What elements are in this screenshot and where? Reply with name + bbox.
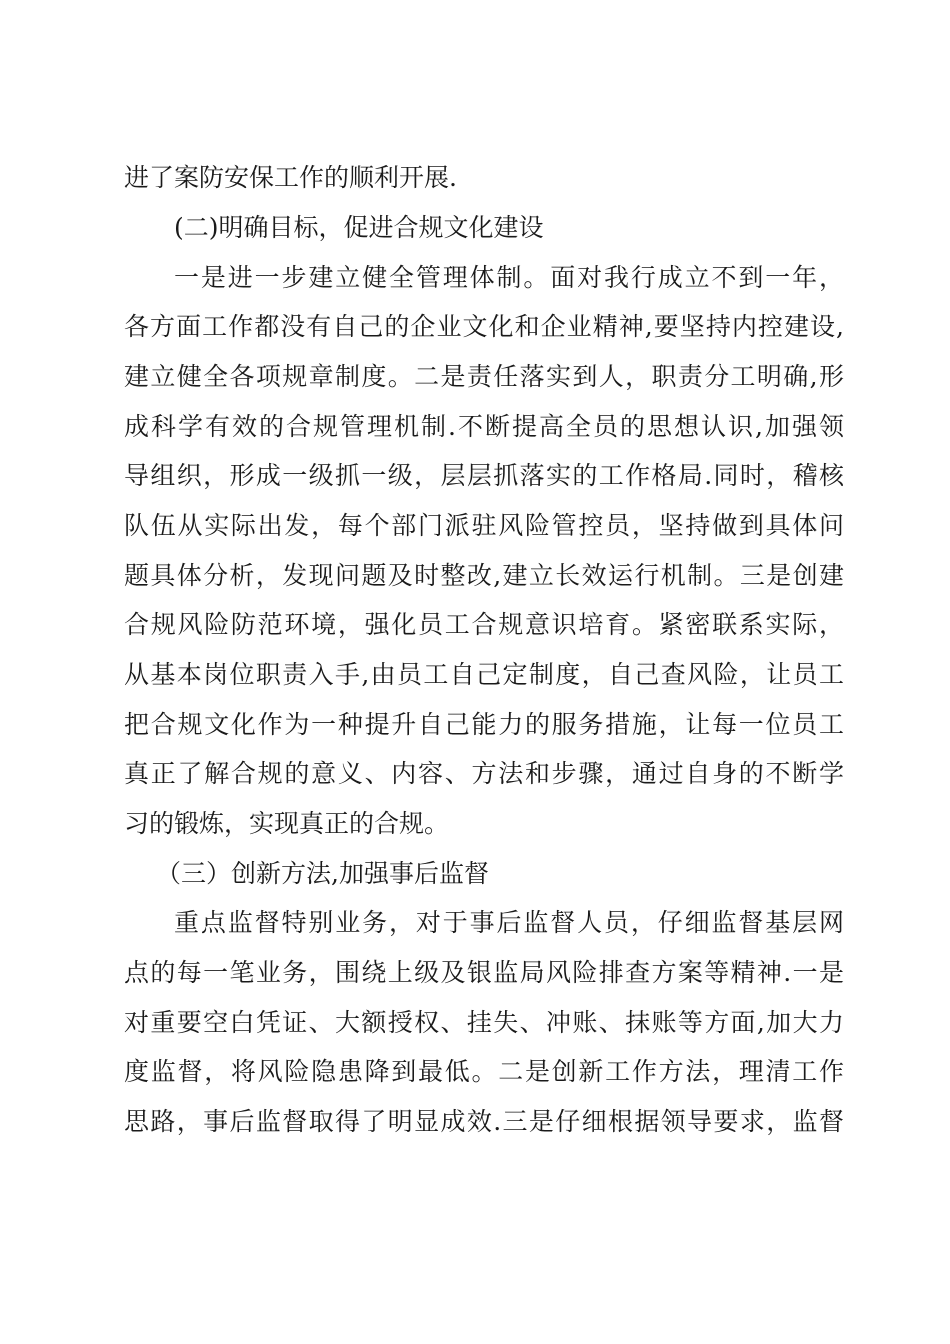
paragraph-line: 队伍从实际出发，每个部门派驻风险管控员，坚持做到具体问 [124, 511, 844, 540]
paragraph-line: 导组织，形成一级抓一级，层层抓落实的工作格局.同时，稽核 [124, 461, 844, 490]
paragraph-line: 度监督，将风险隐患降到最低。二是创新工作方法，理清工作 [124, 1057, 844, 1086]
paragraph-line: 对重要空白凭证、大额授权、挂失、冲账、抹账等方面,加大力 [124, 1008, 844, 1037]
paragraph-line: 把合规文化作为一种提升自己能力的服务措施，让每一位员工 [124, 710, 844, 739]
section-heading-2: (二)明确目标，促进合规文化建设 [174, 213, 544, 242]
section-heading-3: （三）创新方法,加强事后监督 [156, 859, 489, 888]
paragraph-line: 思路，事后监督取得了明显成效.三是仔细根据领导要求，监督 [124, 1107, 844, 1136]
paragraph-line: 成科学有效的合规管理机制.不断提高全员的思想认识,加强领 [124, 412, 844, 441]
paragraph-line: 题具体分析，发现问题及时整改,建立长效运行机制。三是创建 [124, 561, 844, 590]
paragraph-line: 点的每一笔业务，围绕上级及银监局风险排查方案等精神.一是 [124, 958, 844, 987]
paragraph-line: 从基本岗位职责入手,由员工自己定制度，自己查风险，让员工 [124, 660, 844, 689]
paragraph-line: 真正了解合规的意义、内容、方法和步骤，通过自身的不断学 [124, 759, 844, 788]
paragraph-line: 各方面工作都没有自己的企业文化和企业精神,要坚持内控建设, [124, 312, 844, 341]
paragraph-line: 重点监督特别业务，对于事后监督人员，仔细监督基层网 [174, 908, 844, 937]
paragraph-line: 建立健全各项规章制度。二是责任落实到人，职责分工明确,形 [124, 362, 844, 391]
paragraph-line: 进了案防安保工作的顺利开展. [124, 163, 457, 192]
paragraph-line: 习的锻炼，实现真正的合规。 [124, 809, 450, 838]
paragraph-line: 合规风险防范环境，强化员工合规意识培育。紧密联系实际， [124, 610, 844, 639]
paragraph-line: 一是进一步建立健全管理体制。面对我行成立不到一年， [174, 263, 844, 292]
